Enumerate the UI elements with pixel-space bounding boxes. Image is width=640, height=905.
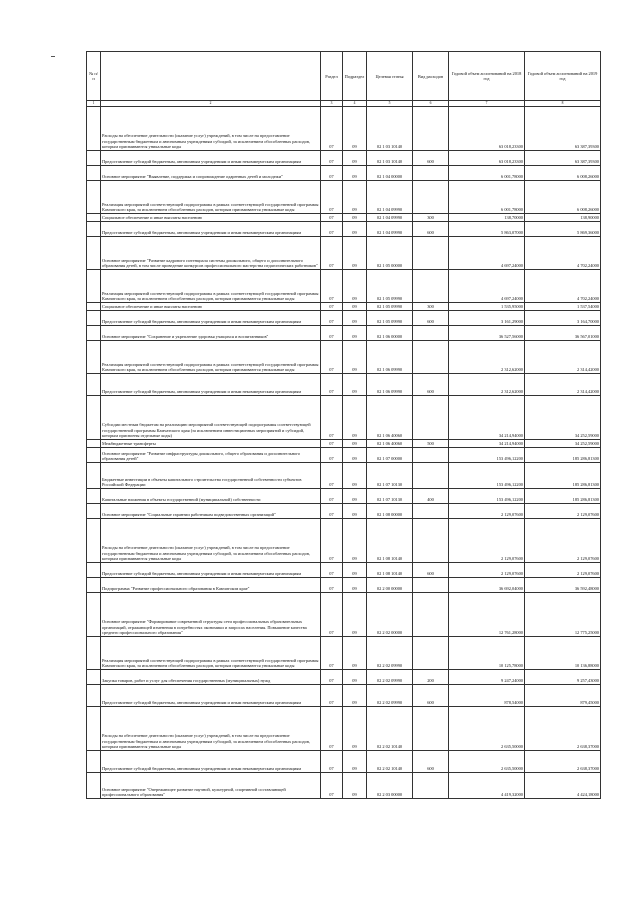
- row-description: Капитальные вложения в объекты государственной (муниципальной) собственности: [101, 489, 321, 504]
- row-razdel: 07: [321, 637, 343, 670]
- row-description: Бюджетные инвестиции в объекты капитального строительства государственной собственности субъектов Российской Федерации: [101, 463, 321, 489]
- row-target-article: 02 2 03 00000: [367, 773, 413, 799]
- row-amount-2019: 12 775,25000: [525, 593, 601, 637]
- row-description: Реализация мероприятий соответствующей подпрограммы в рамках соответствующей государственной программы Камчатского края, за исключением обособленных расходов, которым присваиваются уникальные коды: [101, 181, 321, 214]
- row-razdel: 07: [321, 326, 343, 341]
- row-razdel: 07: [321, 448, 343, 463]
- row-number: [87, 107, 101, 151]
- row-amount-2019: 34 252,59000: [525, 440, 601, 448]
- row-target-article: 02 1 06 09990: [367, 341, 413, 374]
- row-expense-type: [413, 326, 449, 341]
- row-podrazdel: 09: [343, 489, 367, 504]
- row-razdel: 07: [321, 685, 343, 707]
- row-number: [87, 504, 101, 519]
- row-podrazdel: 09: [343, 448, 367, 463]
- row-amount-2019: 34 252,59000: [525, 396, 601, 440]
- row-number: [87, 670, 101, 685]
- row-expense-type: [413, 578, 449, 593]
- row-expense-type: 600: [413, 751, 449, 773]
- row-description: Реализация мероприятий соответствующей подпрограммы в рамках соответствующей государственной программы Камчатского края, за исключением обособленных расходов, которым присваиваются уникальные коды: [101, 637, 321, 670]
- row-target-article: 02 1 06 00000: [367, 326, 413, 341]
- row-razdel: 07: [321, 463, 343, 489]
- row-amount-2018: 4 419,32000: [449, 773, 525, 799]
- row-description: Предоставление субсидий бюджетным, автономным учреждениям и иным некоммерческим организациям: [101, 374, 321, 396]
- row-target-article: 02 1 05 09990: [367, 303, 413, 311]
- row-podrazdel: 09: [343, 341, 367, 374]
- row-number: [87, 326, 101, 341]
- row-amount-2019: 2 129,07600: [525, 563, 601, 578]
- header-podrazdel: Подраздел: [343, 52, 367, 101]
- row-target-article: 02 1 07 10130: [367, 489, 413, 504]
- table-row: [87, 670, 601, 685]
- row-podrazdel: 09: [343, 237, 367, 270]
- row-target-article: 02 2 02 10140: [367, 707, 413, 751]
- row-amount-2018: 10 125,78000: [449, 637, 525, 670]
- row-description: Субсидии местным бюджетам на реализацию мероприятий соответствующей подпрограммы соответствующей государственной программы Камчатского края (за исключением инвестиционных мероприятий и субсидий, которым присвоены отдельные коды): [101, 396, 321, 440]
- table-row: [87, 311, 601, 326]
- header-target-article: Целевая статья: [367, 52, 413, 101]
- row-expense-type: 600: [413, 685, 449, 707]
- row-amount-2018: 2 312,62000: [449, 341, 525, 374]
- row-podrazdel: 09: [343, 707, 367, 751]
- column-number: 5: [367, 101, 413, 107]
- row-expense-type: [413, 341, 449, 374]
- header-num: № п/п: [87, 52, 101, 101]
- row-amount-2019: 6 008,26000: [525, 166, 601, 181]
- header-amount-2018: Годовой объем ассигнований на 2018 год: [449, 52, 525, 101]
- row-razdel: 07: [321, 214, 343, 222]
- row-podrazdel: 09: [343, 151, 367, 166]
- row-number: [87, 463, 101, 489]
- row-target-article: 02 1 04 09990: [367, 181, 413, 214]
- row-amount-2019: 9 257,43000: [525, 670, 601, 685]
- table-row: [87, 181, 601, 214]
- row-target-article: 02 1 07 10130: [367, 463, 413, 489]
- row-amount-2019: 138,90000: [525, 214, 601, 222]
- row-target-article: 02 2 02 00000: [367, 593, 413, 637]
- row-razdel: 07: [321, 707, 343, 751]
- column-number: 7: [449, 101, 525, 107]
- row-podrazdel: 09: [343, 303, 367, 311]
- row-number: [87, 637, 101, 670]
- table-row: [87, 396, 601, 440]
- row-number: [87, 214, 101, 222]
- row-razdel: 07: [321, 303, 343, 311]
- row-amount-2019: 879,45000: [525, 685, 601, 707]
- table-row: [87, 578, 601, 593]
- header-row: [87, 52, 601, 101]
- header-expense-type: Вид расходов: [413, 52, 449, 101]
- row-target-article: 02 2 02 10140: [367, 751, 413, 773]
- row-target-article: 02 1 07 00000: [367, 448, 413, 463]
- row-number: [87, 563, 101, 578]
- column-number: 3: [321, 101, 343, 107]
- row-description: Предоставление субсидий бюджетным, автономным учреждениям и иным некоммерческим организациям: [101, 685, 321, 707]
- row-expense-type: [413, 166, 449, 181]
- row-number: [87, 685, 101, 707]
- row-target-article: 02 1 05 00000: [367, 237, 413, 270]
- row-amount-2019: 185 286,81300: [525, 463, 601, 489]
- row-target-article: 02 1 05 09990: [367, 311, 413, 326]
- table-row: [87, 440, 601, 448]
- row-podrazdel: 09: [343, 637, 367, 670]
- column-number: 1: [87, 101, 101, 107]
- row-razdel: 07: [321, 107, 343, 151]
- row-target-article: 02 1 04 09990: [367, 222, 413, 237]
- row-amount-2018: 63 018,23300: [449, 107, 525, 151]
- row-amount-2018: 2 312,62000: [449, 374, 525, 396]
- row-podrazdel: 09: [343, 463, 367, 489]
- row-number: [87, 341, 101, 374]
- table-row: [87, 374, 601, 396]
- header-amount-2019: Годовой объем ассигнований на 2019 год: [525, 52, 601, 101]
- row-description: Основное мероприятие "Сохранение и укрепление здоровья учащихся и воспитанников": [101, 326, 321, 341]
- column-number: 4: [343, 101, 367, 107]
- row-target-article: 02 1 08 00000: [367, 504, 413, 519]
- table-row: [87, 773, 601, 799]
- row-amount-2018: 5 863,07000: [449, 222, 525, 237]
- row-podrazdel: 09: [343, 326, 367, 341]
- row-number: [87, 181, 101, 214]
- table-row: [87, 685, 601, 707]
- column-number: 8: [525, 101, 601, 107]
- row-description: Расходы на обеспечение деятельности (оказание услуг) учреждений, в том числе на предоставление государственным бюджетным и автономным учреждениям субсидий, за исключением обособленных расходов, которым присваиваются уникальные коды: [101, 107, 321, 151]
- row-description: Основное мероприятие "Опережающее развитие научной, культурной, спортивной составляющей профессионального образования": [101, 773, 321, 799]
- row-razdel: 07: [321, 593, 343, 637]
- budget-table: [86, 51, 601, 799]
- row-expense-type: 200: [413, 670, 449, 685]
- row-amount-2019: 63 387,39300: [525, 107, 601, 151]
- row-amount-2018: 6 001,78000: [449, 166, 525, 181]
- row-amount-2018: 138,70000: [449, 214, 525, 222]
- row-target-article: 02 1 06 40060: [367, 396, 413, 440]
- row-podrazdel: 09: [343, 593, 367, 637]
- row-target-article: 02 1 06 09990: [367, 374, 413, 396]
- table-body: [87, 107, 601, 799]
- row-podrazdel: 09: [343, 214, 367, 222]
- row-amount-2018: 153 496,12200: [449, 448, 525, 463]
- row-razdel: 07: [321, 563, 343, 578]
- row-podrazdel: 09: [343, 270, 367, 303]
- row-amount-2019: 4 702,24000: [525, 270, 601, 303]
- row-target-article: 02 2 00 00000: [367, 578, 413, 593]
- row-description: Основное мероприятие "Выявление, поддержка и сопровождение одаренных детей и молодежи": [101, 166, 321, 181]
- header-razdel: Раздел: [321, 52, 343, 101]
- row-podrazdel: 09: [343, 670, 367, 685]
- row-amount-2018: 3 161,29000: [449, 311, 525, 326]
- row-podrazdel: 09: [343, 107, 367, 151]
- row-razdel: 07: [321, 751, 343, 773]
- column-number: 2: [101, 101, 321, 107]
- row-amount-2019: 2 638,37000: [525, 707, 601, 751]
- row-razdel: 07: [321, 396, 343, 440]
- row-amount-2018: 4 697,24000: [449, 270, 525, 303]
- row-number: [87, 519, 101, 563]
- row-podrazdel: 09: [343, 751, 367, 773]
- row-amount-2019: 2 129,07600: [525, 519, 601, 563]
- row-podrazdel: 09: [343, 519, 367, 563]
- row-podrazdel: 09: [343, 773, 367, 799]
- row-number: [87, 166, 101, 181]
- row-description: Межбюджетные трансферты: [101, 440, 321, 448]
- row-number: [87, 374, 101, 396]
- row-description: Основное мероприятие "Развитие кадрового потенциала системы дошкольного, общего и дополнительного образования детей, в том числе проведение конкурсов профессионального мастерства педагогических работников": [101, 237, 321, 270]
- row-expense-type: [413, 237, 449, 270]
- row-amount-2018: 36 527,56000: [449, 326, 525, 341]
- row-target-article: 02 1 08 10140: [367, 563, 413, 578]
- row-expense-type: [413, 463, 449, 489]
- row-amount-2018: 63 018,23300: [449, 151, 525, 166]
- row-amount-2018: 2 129,07600: [449, 563, 525, 578]
- scan-mark: [51, 56, 55, 57]
- row-target-article: 02 1 05 09990: [367, 270, 413, 303]
- table-row: [87, 270, 601, 303]
- table-row: [87, 707, 601, 751]
- row-razdel: 07: [321, 670, 343, 685]
- table-row: [87, 563, 601, 578]
- row-description: Социальное обеспечение и иные выплаты населению: [101, 303, 321, 311]
- row-description: Подпрограмма "Развитие профессионального образования в Камчатском крае": [101, 578, 321, 593]
- row-description: Предоставление субсидий бюджетным, автономным учреждениям и иным некоммерческим организациям: [101, 222, 321, 237]
- row-description: Предоставление субсидий бюджетным, автономным учреждениям и иным некоммерческим организациям: [101, 751, 321, 773]
- row-razdel: 07: [321, 773, 343, 799]
- row-amount-2018: 34 214,94000: [449, 440, 525, 448]
- row-expense-type: [413, 773, 449, 799]
- row-target-article: 02 2 02 09990: [367, 670, 413, 685]
- row-podrazdel: 09: [343, 440, 367, 448]
- row-number: [87, 237, 101, 270]
- row-amount-2019: 3 164,70000: [525, 311, 601, 326]
- row-amount-2019: 63 387,39300: [525, 151, 601, 166]
- table-row: [87, 489, 601, 504]
- column-number: 6: [413, 101, 449, 107]
- row-number: [87, 440, 101, 448]
- row-podrazdel: 09: [343, 181, 367, 214]
- row-podrazdel: 09: [343, 311, 367, 326]
- row-amount-2018: 9 247,24000: [449, 670, 525, 685]
- row-description: Реализация мероприятий соответствующей подпрограммы в рамках соответствующей государственной программы Камчатского края, за исключением обособленных расходов, которым присваиваются уникальные коды: [101, 341, 321, 374]
- row-amount-2019: 36 592,48000: [525, 578, 601, 593]
- table-row: [87, 637, 601, 670]
- row-description: Предоставление субсидий бюджетным, автономным учреждениям и иным некоммерческим организациям: [101, 311, 321, 326]
- row-podrazdel: 09: [343, 166, 367, 181]
- row-expense-type: 600: [413, 311, 449, 326]
- row-expense-type: [413, 396, 449, 440]
- row-number: [87, 270, 101, 303]
- row-target-article: 02 1 04 00000: [367, 166, 413, 181]
- row-description: Закупка товаров, работ и услуг для обеспечения государственных (муниципальных) нужд: [101, 670, 321, 685]
- row-razdel: 07: [321, 181, 343, 214]
- row-expense-type: 300: [413, 214, 449, 222]
- row-number: [87, 751, 101, 773]
- row-amount-2018: 2 635,50000: [449, 707, 525, 751]
- row-amount-2019: 1 537,54000: [525, 303, 601, 311]
- row-razdel: 07: [321, 578, 343, 593]
- row-description: Расходы на обеспечение деятельности (оказание услуг) учреждений, в том числе на предоставление государственным бюджетным и автономным учреждениям субсидий, за исключением обособленных расходов, которым присваиваются уникальные коды: [101, 707, 321, 751]
- row-amount-2018: 36 692,04000: [449, 578, 525, 593]
- row-amount-2019: 185 286,81300: [525, 489, 601, 504]
- table-row: [87, 504, 601, 519]
- row-razdel: 07: [321, 311, 343, 326]
- row-expense-type: [413, 593, 449, 637]
- row-amount-2018: 1 535,95000: [449, 303, 525, 311]
- row-razdel: 07: [321, 489, 343, 504]
- row-target-article: 02 1 06 40060: [367, 440, 413, 448]
- row-amount-2019: 5 869,36000: [525, 222, 601, 237]
- table-row: [87, 151, 601, 166]
- row-amount-2019: 185 286,81300: [525, 448, 601, 463]
- row-amount-2018: 12 761,28000: [449, 593, 525, 637]
- row-expense-type: [413, 270, 449, 303]
- row-amount-2019: 2 314,42000: [525, 341, 601, 374]
- row-amount-2018: 2 129,07600: [449, 504, 525, 519]
- row-expense-type: 600: [413, 563, 449, 578]
- row-razdel: 07: [321, 504, 343, 519]
- row-target-article: 02 2 02 09990: [367, 685, 413, 707]
- row-description: Реализация мероприятий соответствующей подпрограммы в рамках соответствующей государственной программы Камчатского края, за исключением обособленных расходов, которым присваиваются уникальные коды: [101, 270, 321, 303]
- row-target-article: 02 1 03 10140: [367, 107, 413, 151]
- row-podrazdel: 09: [343, 222, 367, 237]
- table-row: [87, 463, 601, 489]
- row-razdel: 07: [321, 151, 343, 166]
- row-razdel: 07: [321, 341, 343, 374]
- row-description: Предоставление субсидий бюджетным, автономным учреждениям и иным некоммерческим организациям: [101, 151, 321, 166]
- row-expense-type: 600: [413, 374, 449, 396]
- row-podrazdel: 09: [343, 504, 367, 519]
- row-razdel: 07: [321, 374, 343, 396]
- table-row: [87, 303, 601, 311]
- table-row: [87, 341, 601, 374]
- row-target-article: 02 1 08 10140: [367, 519, 413, 563]
- row-amount-2018: 34 214,94000: [449, 396, 525, 440]
- row-number: [87, 303, 101, 311]
- row-razdel: 07: [321, 222, 343, 237]
- row-number: [87, 396, 101, 440]
- row-amount-2019: 2 314,42000: [525, 374, 601, 396]
- row-number: [87, 578, 101, 593]
- row-number: [87, 707, 101, 751]
- row-target-article: 02 1 03 10140: [367, 151, 413, 166]
- row-amount-2019: 6 008,26000: [525, 181, 601, 214]
- row-amount-2018: 6 001,78000: [449, 181, 525, 214]
- row-amount-2019: 2 129,07600: [525, 504, 601, 519]
- table-row: [87, 237, 601, 270]
- row-razdel: 07: [321, 519, 343, 563]
- table-row: [87, 214, 601, 222]
- row-amount-2018: 153 496,12200: [449, 463, 525, 489]
- table-row: [87, 519, 601, 563]
- row-expense-type: [413, 448, 449, 463]
- row-expense-type: 600: [413, 222, 449, 237]
- table-row: [87, 751, 601, 773]
- row-number: [87, 489, 101, 504]
- row-podrazdel: 09: [343, 374, 367, 396]
- row-description: Основное мероприятие "Формирование современной структуры сети профессиональных образовательных организаций, отражающей изменения в потребностях экономики и запросах населения. Повышение качества среднего профессионального образования": [101, 593, 321, 637]
- table-row: [87, 222, 601, 237]
- row-expense-type: 600: [413, 151, 449, 166]
- row-expense-type: [413, 519, 449, 563]
- row-razdel: 07: [321, 270, 343, 303]
- row-expense-type: 500: [413, 440, 449, 448]
- row-razdel: 07: [321, 166, 343, 181]
- row-amount-2018: 2 635,50000: [449, 751, 525, 773]
- row-description: Социальное обеспечение и иные выплаты населению: [101, 214, 321, 222]
- row-amount-2019: 36 567,01000: [525, 326, 601, 341]
- row-razdel: 07: [321, 237, 343, 270]
- row-target-article: 02 2 02 09990: [367, 637, 413, 670]
- row-amount-2018: 4 697,24000: [449, 237, 525, 270]
- table-row: [87, 593, 601, 637]
- row-description: Расходы на обеспечение деятельности (оказание услуг) учреждений, в том числе на предоставление государственным бюджетным и автономным учреждениям субсидий, за исключением обособленных расходов, которым присваиваются уникальные коды: [101, 519, 321, 563]
- row-description: Основное мероприятие "Развитие инфраструктуры дошкольного, общего образования и дополнительного образования детей": [101, 448, 321, 463]
- row-amount-2018: 2 129,07600: [449, 519, 525, 563]
- row-amount-2019: 4 424,18000: [525, 773, 601, 799]
- row-amount-2019: 4 702,24000: [525, 237, 601, 270]
- row-number: [87, 311, 101, 326]
- row-amount-2018: 153 496,12200: [449, 489, 525, 504]
- row-razdel: 07: [321, 440, 343, 448]
- row-expense-type: [413, 504, 449, 519]
- row-number: [87, 222, 101, 237]
- row-podrazdel: 09: [343, 396, 367, 440]
- row-number: [87, 773, 101, 799]
- row-podrazdel: 09: [343, 685, 367, 707]
- table-row: [87, 166, 601, 181]
- row-description: Предоставление субсидий бюджетным, автономным учреждениям и иным некоммерческим организациям: [101, 563, 321, 578]
- row-description: Основное мероприятие "Социальные гарантии работникам подведомственных организаций": [101, 504, 321, 519]
- header-description: [101, 52, 321, 101]
- row-amount-2018: 878,54000: [449, 685, 525, 707]
- table-row: [87, 107, 601, 151]
- row-expense-type: 300: [413, 303, 449, 311]
- row-expense-type: [413, 707, 449, 751]
- row-amount-2019: 10 136,88000: [525, 637, 601, 670]
- row-podrazdel: 09: [343, 578, 367, 593]
- row-expense-type: [413, 181, 449, 214]
- row-expense-type: 400: [413, 489, 449, 504]
- row-expense-type: [413, 637, 449, 670]
- row-podrazdel: 09: [343, 563, 367, 578]
- row-expense-type: [413, 107, 449, 151]
- row-target-article: 02 1 04 09990: [367, 214, 413, 222]
- table-row: [87, 326, 601, 341]
- row-number: [87, 448, 101, 463]
- row-amount-2019: 2 638,37000: [525, 751, 601, 773]
- table-row: [87, 448, 601, 463]
- row-number: [87, 593, 101, 637]
- row-number: [87, 151, 101, 166]
